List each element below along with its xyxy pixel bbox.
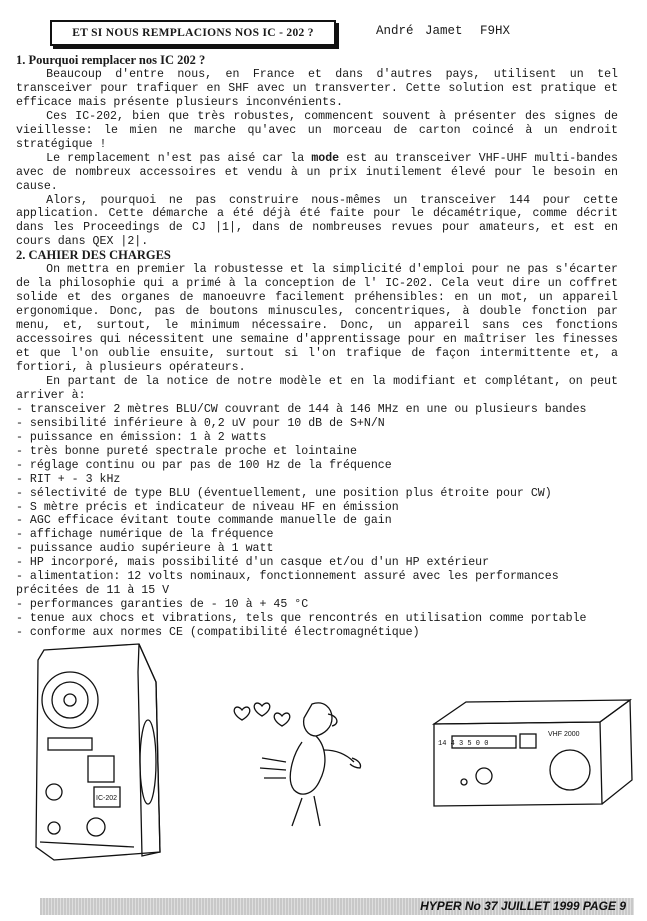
spec-list-item: - puissance audio supérieure à 1 watt bbox=[16, 542, 274, 556]
spec-list-item: - sélectivité de type BLU (éventuellement, une position plus étroite pour CW) bbox=[16, 486, 552, 500]
heart-3-icon bbox=[274, 713, 290, 726]
spec-list-item: - alimentation: 12 volts nominaux, fonctionnement assuré avec les performances précitées de 11 à 15 V bbox=[16, 570, 559, 598]
p3-bold-word: mode bbox=[311, 151, 340, 165]
spec-list-item: - réglage continu ou par pas de 100 Hz de la fréquence bbox=[16, 458, 392, 472]
vhf2000-drawing bbox=[424, 696, 636, 812]
vhf-meter bbox=[520, 734, 536, 748]
ic202-dial-center bbox=[64, 694, 76, 706]
vhf-case-side bbox=[600, 700, 632, 804]
author-name: André Jamet bbox=[376, 24, 463, 38]
ic202-switch-block bbox=[88, 756, 114, 782]
ic202-display bbox=[48, 738, 92, 750]
spec-list-item: - performances garanties de - 10 à + 45 °C bbox=[16, 598, 309, 612]
section1-heading: 1. Pourquoi remplacer nos IC 202 ? bbox=[16, 53, 206, 67]
spec-list bbox=[16, 403, 618, 640]
spec-list-item: - HP incorporé, mais possibilité d'un casque et/ou d'un HP extérieur bbox=[16, 556, 490, 570]
spec-list-item: - affichage numérique de la fréquence bbox=[16, 528, 274, 542]
ic202-knob-lower bbox=[48, 822, 60, 834]
spec-list-item: - RIT + - 3 kHz bbox=[16, 472, 121, 486]
section1-paragraph-3 bbox=[16, 152, 618, 194]
vhf-freq-readout: 14 4 3 5 0 0 bbox=[438, 740, 489, 748]
vhf-speaker-grille bbox=[550, 750, 590, 790]
cartoon-legs bbox=[292, 796, 320, 826]
ic202-base-line bbox=[40, 842, 134, 847]
spec-list-item: - sensibilité inférieure à 0,2 uV pour 10 dB de S+N/N bbox=[16, 416, 385, 430]
footer-text: HYPER No 37 JUILLET 1999 PAGE 9 bbox=[420, 899, 626, 913]
cartoon-body bbox=[290, 736, 325, 794]
ic202-knob-left bbox=[46, 784, 62, 800]
heart-1-icon bbox=[234, 707, 250, 720]
ic202-dial-inner bbox=[52, 682, 88, 718]
spec-list-item: - transceiver 2 mètres BLU/CW couvrant de 144 à 146 MHz en une ou plusieurs bandes bbox=[16, 402, 587, 416]
spec-list-item: - AGC efficace évitant toute commande manuelle de gain bbox=[16, 514, 392, 528]
p3-text-before: Le remplacement n'est pas aisé car la bbox=[46, 151, 312, 165]
page-footer bbox=[40, 898, 634, 915]
vhf-model-label: VHF 2000 bbox=[548, 731, 580, 738]
spec-list-item: - S mètre précis et indicateur de niveau HF en émission bbox=[16, 500, 399, 514]
spec-list-item: - très bonne pureté spectrale proche et lointaine bbox=[16, 444, 357, 458]
heart-2-icon bbox=[254, 703, 270, 716]
ic202-label-text: IC-202 bbox=[96, 795, 118, 802]
cartoon-drawing bbox=[232, 688, 382, 838]
ic202-drawing bbox=[14, 642, 164, 864]
ic202-dial bbox=[42, 672, 98, 728]
ic202-side-panel bbox=[138, 644, 160, 856]
ic202-speaker bbox=[140, 720, 156, 804]
cartoon-arm bbox=[324, 750, 354, 762]
ic202-knob-right bbox=[87, 818, 105, 836]
p3-text-after: est au transceiver VHF-UHF multi-bandes avec de nombreux accessoires et vendu à un prix inutilement élevé pour le besoin en cause. bbox=[16, 151, 618, 193]
article-title: ET SI NOUS REMPLACIONS NOS IC - 202 ? bbox=[50, 20, 336, 46]
section2-heading: 2. CAHIER DES CHARGES bbox=[16, 248, 171, 263]
section1-paragraph-2: Ces IC-202, bien que très robustes, commencent souvent à présenter des signes de vieillesse: le mien ne marche qu'avec un morceau de carton coincé à un endroit stratégique ! bbox=[16, 109, 618, 151]
spec-list-item: - conforme aux normes CE (compatibilité électromagnétique) bbox=[16, 626, 420, 640]
spec-list-item: - tenue aux chocs et vibrations, tels que rencontrés en utilisation comme portable bbox=[16, 612, 587, 626]
cartoon-head bbox=[304, 703, 332, 736]
section1-paragraph-4: Alors, pourquoi ne pas construire nous-mêmes un transceiver 144 pour cette application. Cette démarche a été déjà été faite pour le décamétrique, comme décrit dans les Proceedings de CJ |1|, dans de nombreuses revues pour amateurs, et est en cours dans QEX |2|. bbox=[16, 193, 618, 249]
vhf-case-top bbox=[434, 700, 630, 724]
spec-list-item: - puissance en émission: 1 à 2 watts bbox=[16, 430, 267, 444]
cartoon-motion-lines bbox=[260, 758, 286, 778]
vhf-small-knob bbox=[461, 779, 467, 785]
article-body bbox=[16, 54, 618, 640]
section1-paragraph-1: Beaucoup d'entre nous, en France et dans d'autres pays, utilisent un tel transceiver pour trafiquer en SHF avec un transverter. Cette solution est pratique et efficace mais présente plusieurs inconvénients. bbox=[16, 67, 618, 109]
section2-paragraph-2: En partant de la notice de notre modèle et en la modifiant et complétant, on peut arriver à: bbox=[16, 374, 618, 402]
section2-paragraph-1: On mettra en premier la robustesse et la simplicité d'emploi pour ne pas s'écarter de la philosophie qui a primé à la conception de l' IC-202. Cela veut dire un coffret solide et des organes de manoeuvre facilement préhensibles: en un mot, un appareil ergonomique. Donc, pas de boutons minuscules, concentriques, à double fonction par menu, et, surtout, le minimum nécessaire. Donc, un appareil sans ces fonctions accessoires qui nécessitent une semaine d'apprentissage pour en maîtriser les finesses et que l'on oublie ensuite, surtout si l'on trafique de façon intermittente et, a fortiori, à plusieurs opérateurs. bbox=[16, 263, 618, 374]
vhf-tuning-knob bbox=[476, 768, 492, 784]
author-callsign: F9HX bbox=[480, 24, 511, 38]
